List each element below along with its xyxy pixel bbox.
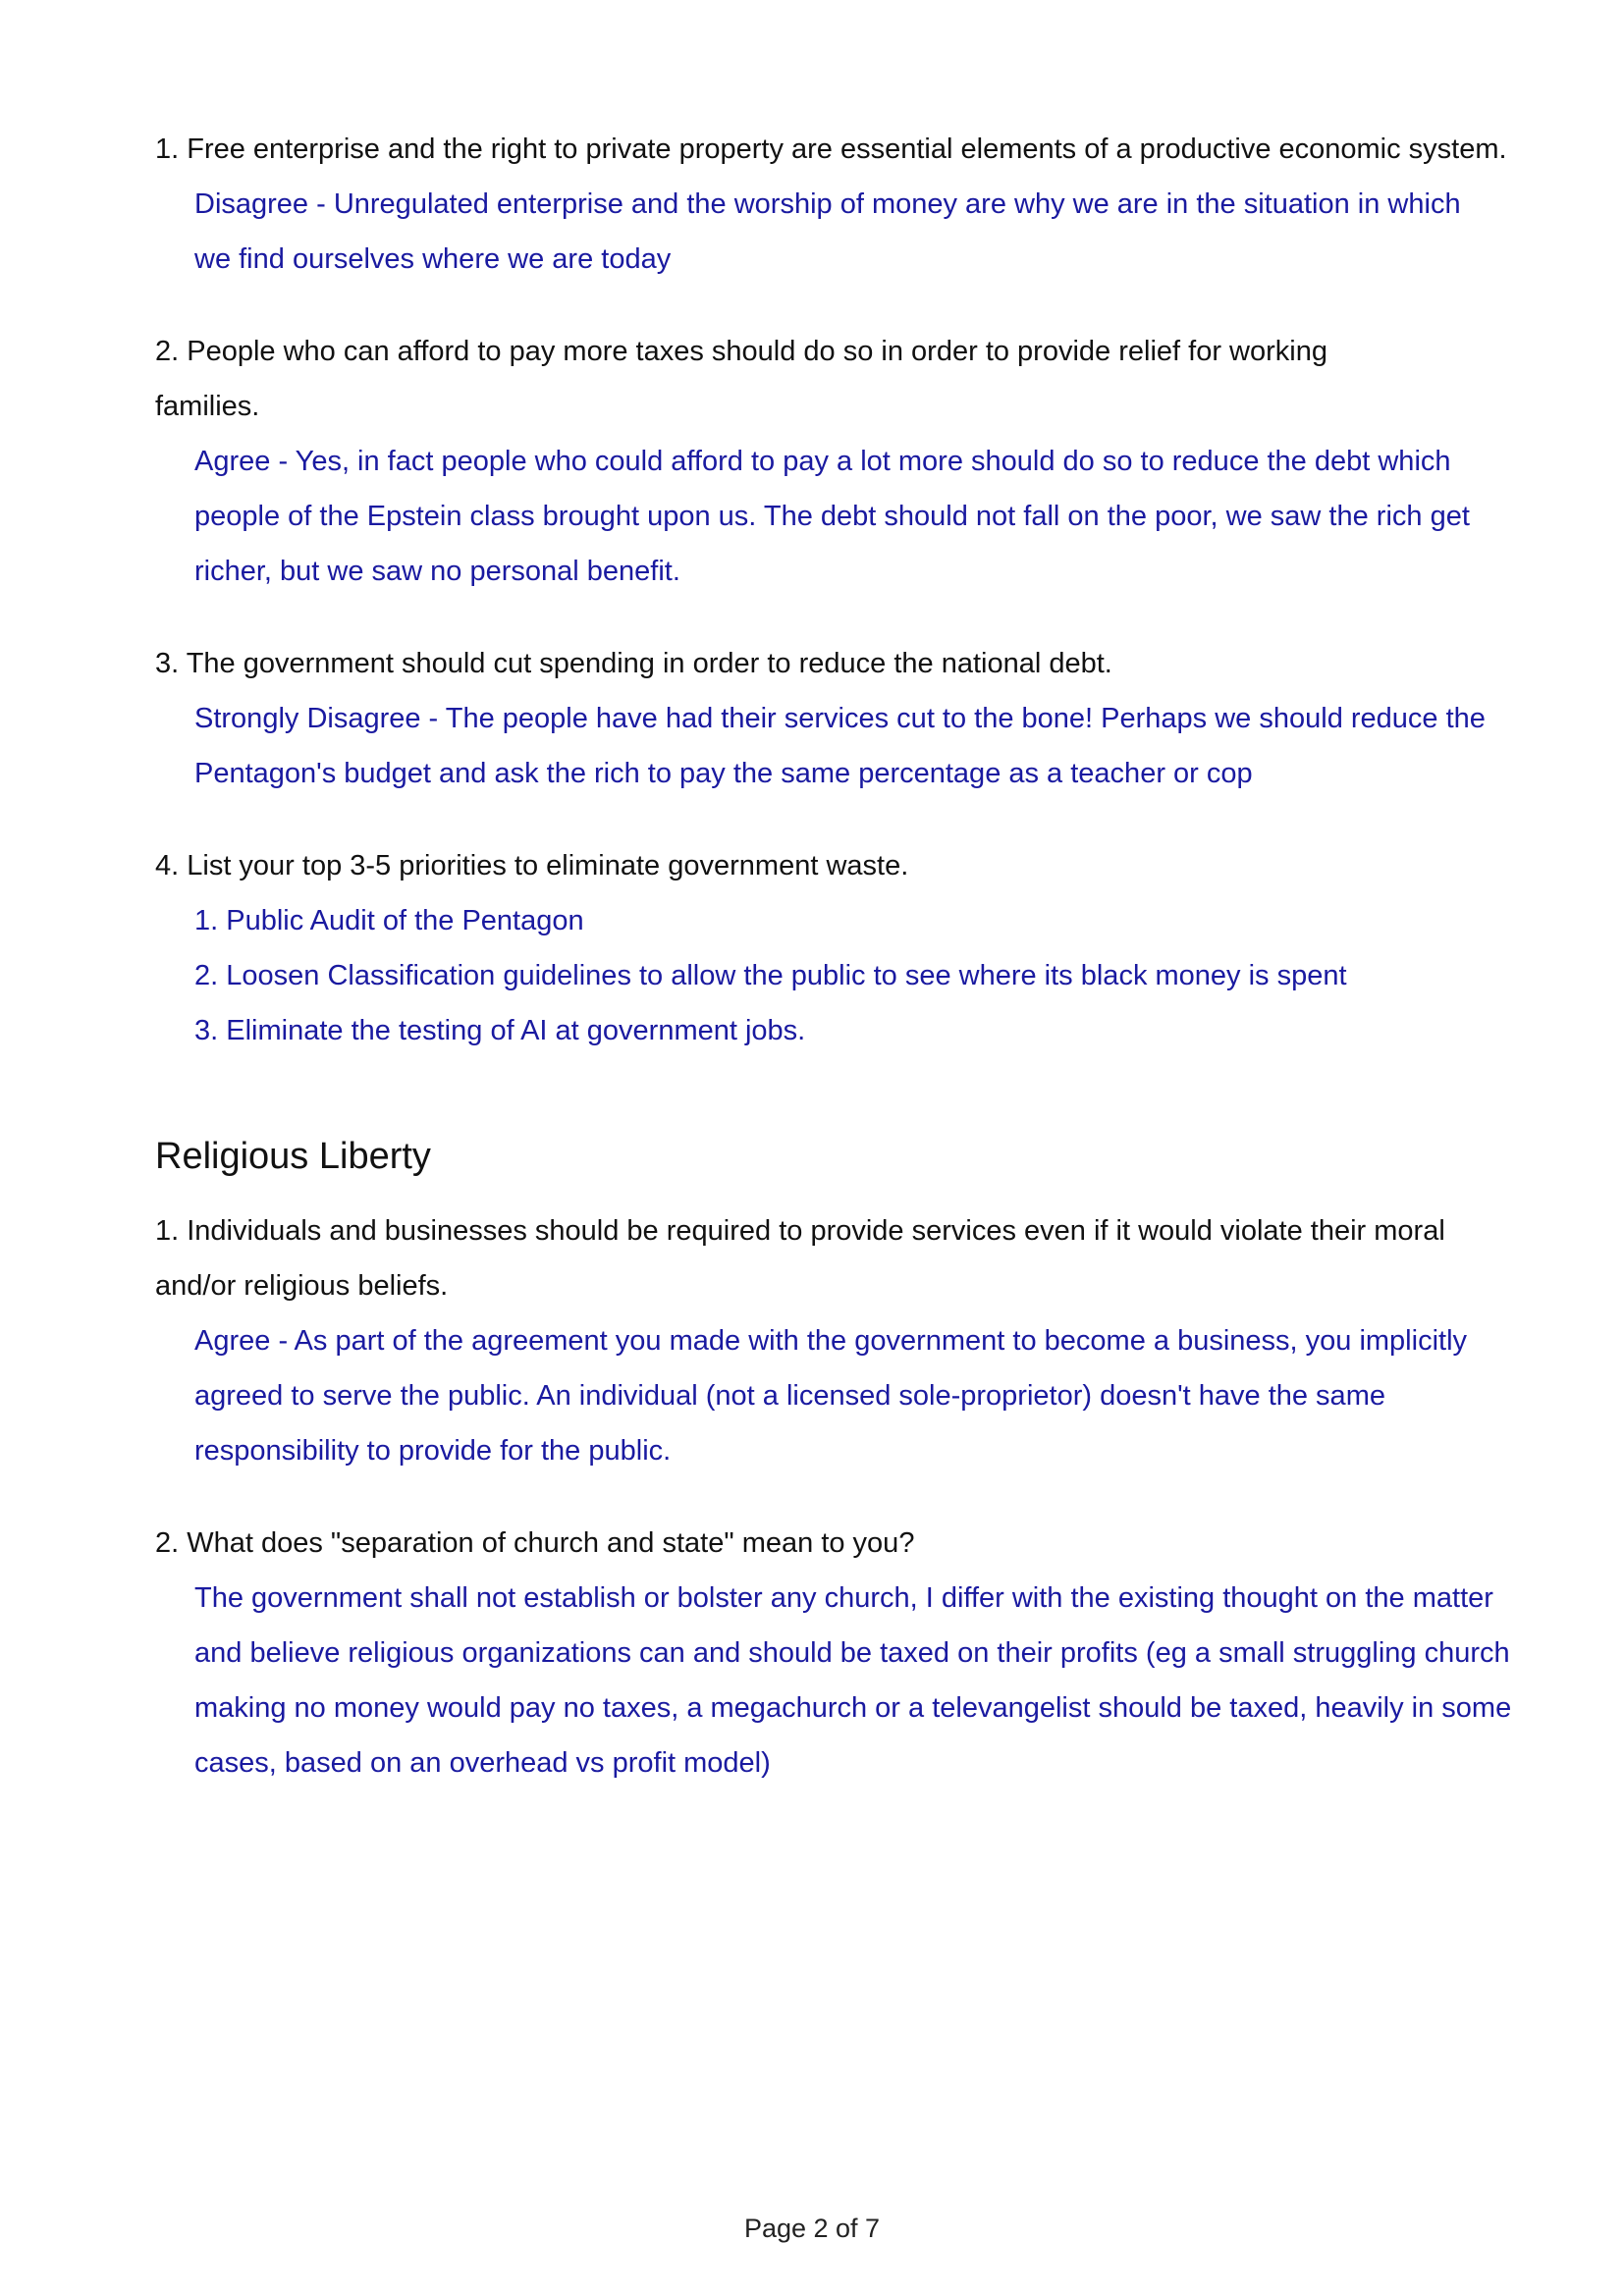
rl-answer-2	[194, 1571, 1530, 1790]
spacer	[155, 599, 1530, 636]
spacer	[155, 1058, 1530, 1129]
list-item: 2. Loosen Classification guidelines to allow the public to see where its black money is spent	[194, 960, 1347, 991]
spacer	[155, 287, 1530, 324]
answer-2	[194, 434, 1530, 599]
spacer	[155, 801, 1530, 838]
list-item: 3. Eliminate the testing of AI at government jobs.	[194, 1015, 806, 1046]
page-number: Page 2 of 7	[743, 2214, 881, 2243]
document-page	[155, 122, 1530, 1790]
question-2-text: 2. People who can afford to pay more taxes should do so in order to provide relief for working families.	[155, 336, 1327, 422]
rl-question-1-text: 1. Individuals and businesses should be required to provide services even if it would violate their moral and/or religious beliefs.	[155, 1215, 1445, 1302]
list-item: 1. Public Audit of the Pentagon	[194, 905, 584, 936]
question-3-text: 3. The government should cut spending in order to reduce the national debt.	[155, 648, 1112, 679]
rl-answer-1-text: Agree - As part of the agreement you made with the government to become a business, you implicitly agreed to serve the public. An individual (not a licensed sole-proprietor) doesn't have the same responsibility to provide for the public.	[194, 1325, 1468, 1467]
answer-4-list	[194, 893, 1530, 1058]
answer-1-text: Disagree - Unregulated enterprise and the worship of money are why we are in the situation in which we find ourselves where we are today	[194, 188, 1461, 275]
question-1-text: 1. Free enterprise and the right to private property are essential elements of a productive economic system.	[155, 133, 1507, 165]
answer-2-text: Agree - Yes, in fact people who could afford to pay a lot more should do so to reduce the debt which people of the Epstein class brought upon us. The debt should not fall on the poor, we saw the rich get richer, but we saw no personal benefit.	[194, 446, 1470, 587]
rl-question-2-text: 2. What does "separation of church and state" mean to you?	[155, 1527, 915, 1559]
answer-3	[194, 691, 1530, 801]
rl-answer-2-text: The government shall not establish or bolster any church, I differ with the existing thought on the matter and believe religious organizations can and should be taxed on their profits (eg a small struggling church making no money would pay no taxes, a megachurch or a televangelist should be taxed, heavily in some cases, based on an overhead vs profit model)	[194, 1582, 1512, 1779]
section-title-religious-liberty: Religious Liberty	[155, 1136, 431, 1177]
rl-answer-1	[194, 1313, 1530, 1478]
question-4-text: 4. List your top 3-5 priorities to eliminate government waste.	[155, 850, 909, 881]
answer-3-text: Strongly Disagree - The people have had their services cut to the bone! Perhaps we should reduce the Pentagon's budget and ask the rich to pay the same percentage as a teacher or cop	[194, 703, 1486, 789]
spacer	[155, 1478, 1530, 1516]
answer-1	[194, 177, 1530, 287]
